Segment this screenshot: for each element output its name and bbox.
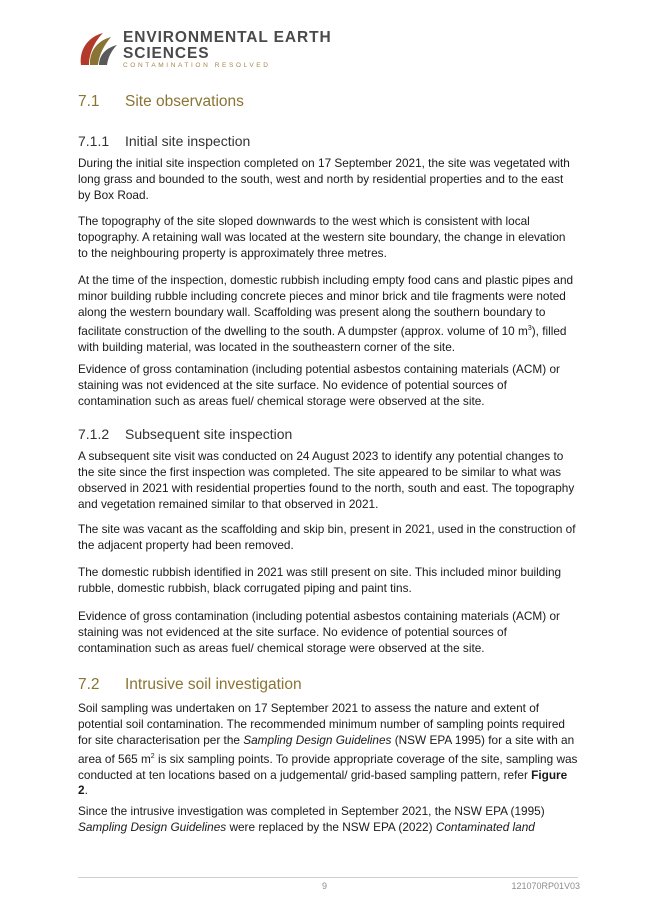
text-run: Since the intrusive investigation was completed in September 2021, the NSW EPA (1995) [78,804,545,818]
paragraph [78,701,578,799]
heading-number: 7.2 [78,676,100,693]
superscript: 3 [527,324,532,332]
italic-citation: Contaminated land [435,819,535,834]
heading-number: 7.1 [78,93,100,110]
paragraph: Evidence of gross contamination (including potential asbestos containing materials (ACM) or staining was not evidenced at the site surface. No evidence of potential sources of contamination such as areas fuel/ chemical storage were observed at the site. [78,362,560,408]
text-run: . [84,783,88,798]
paragraph: The topography of the site sloped downwards to the west which is consistent with local topography. A retaining wall was located at the western site boundary, the change in elevation to the neighbouring property is approximately three metres. [78,214,566,260]
text-run: At the time of the inspection, domestic rubbish including empty food cans and plastic pipes and minor building rubble including concrete pieces and minor brick and tile fragments were noted along the western boundary wall. Scaffolding was present along the southern boundary to facilitate construction of the dwelling to the south. A dumpster (approx. volume of 10 m [78,273,574,338]
text-run: ), filled with building material, was located in the southeastern corner of the site. [78,323,567,354]
italic-citation: Sampling Design Guidelines [78,819,227,834]
heading-7-1-2 [78,426,292,442]
document-reference: 121070RP01V03 [511,881,580,891]
paragraph: During the initial site inspection completed on 17 September 2021, the site was vegetated with long grass and bounded to the south, west and north by residential properties and to the east by Box Road. [78,156,570,202]
text-run: (NSW EPA 1995) for a site with an area of 565 m [78,732,575,766]
paragraph: The domestic rubbish identified in 2021 was still present on site. This included minor building rubble, domestic rubbish, black corrugated piping and paint tins. [78,565,562,595]
company-tagline: CONTAMINATION RESOLVED [123,62,271,69]
company-name-line1: ENVIRONMENTAL EARTH [123,29,332,46]
heading-number: 7.1.1 [78,133,110,149]
paragraph: The site was vacant as the scaffolding and skip bin, present in 2021, used in the construction of the adjacent property had been removed. [78,522,576,552]
paragraph: Evidence of gross contamination (including potential asbestos containing materials (ACM) or staining was not evidenced at the site surface. No evidence of potential sources of contamination such as areas fuel/ chemical storage were observed at the site. [78,609,560,655]
leaf-logo-icon [77,29,119,69]
text-run: Soil sampling was undertaken on 17 September 2021 to assess the nature and extent of potential soil contamination. The recommended minimum number of sampling points required for site characterisation per the [78,701,565,747]
superscript: 2 [150,752,155,760]
paragraph [78,804,578,836]
company-name-line2: SCIENCES [123,45,210,62]
heading-number: 7.1.2 [78,426,110,442]
heading-title: Initial site inspection [125,133,251,149]
figure-reference: Figure 2 [78,767,568,798]
heading-title: Intrusive soil investigation [125,676,302,693]
page-number: 9 [322,881,328,891]
text-run: were replaced by the NSW EPA (2022) [226,819,436,834]
paragraph: A subsequent site visit was conducted on 24 August 2023 to identify any potential changes to the site since the first inspection was completed. The site appeared to be similar to what was observed in 2021 with residential properties found to the north, south and east. The topography and vegetation remained similar to that observed in 2021. [78,449,575,511]
paragraph [78,273,578,355]
text-run: is six sampling points. To provide appropriate coverage of the site, sampling was conducted at ten locations based on a judgemental/ grid-based sampling pattern, refer [78,751,578,782]
heading-7-2 [78,676,302,694]
italic-citation: Sampling Design Guidelines [243,732,392,747]
company-name [123,30,332,62]
heading-7-1-1 [78,133,250,149]
heading-title: Site observations [125,93,244,110]
company-logo [77,27,337,73]
heading-title: Subsequent site inspection [125,426,293,442]
heading-7-1 [78,93,244,111]
footer-divider [78,877,578,878]
